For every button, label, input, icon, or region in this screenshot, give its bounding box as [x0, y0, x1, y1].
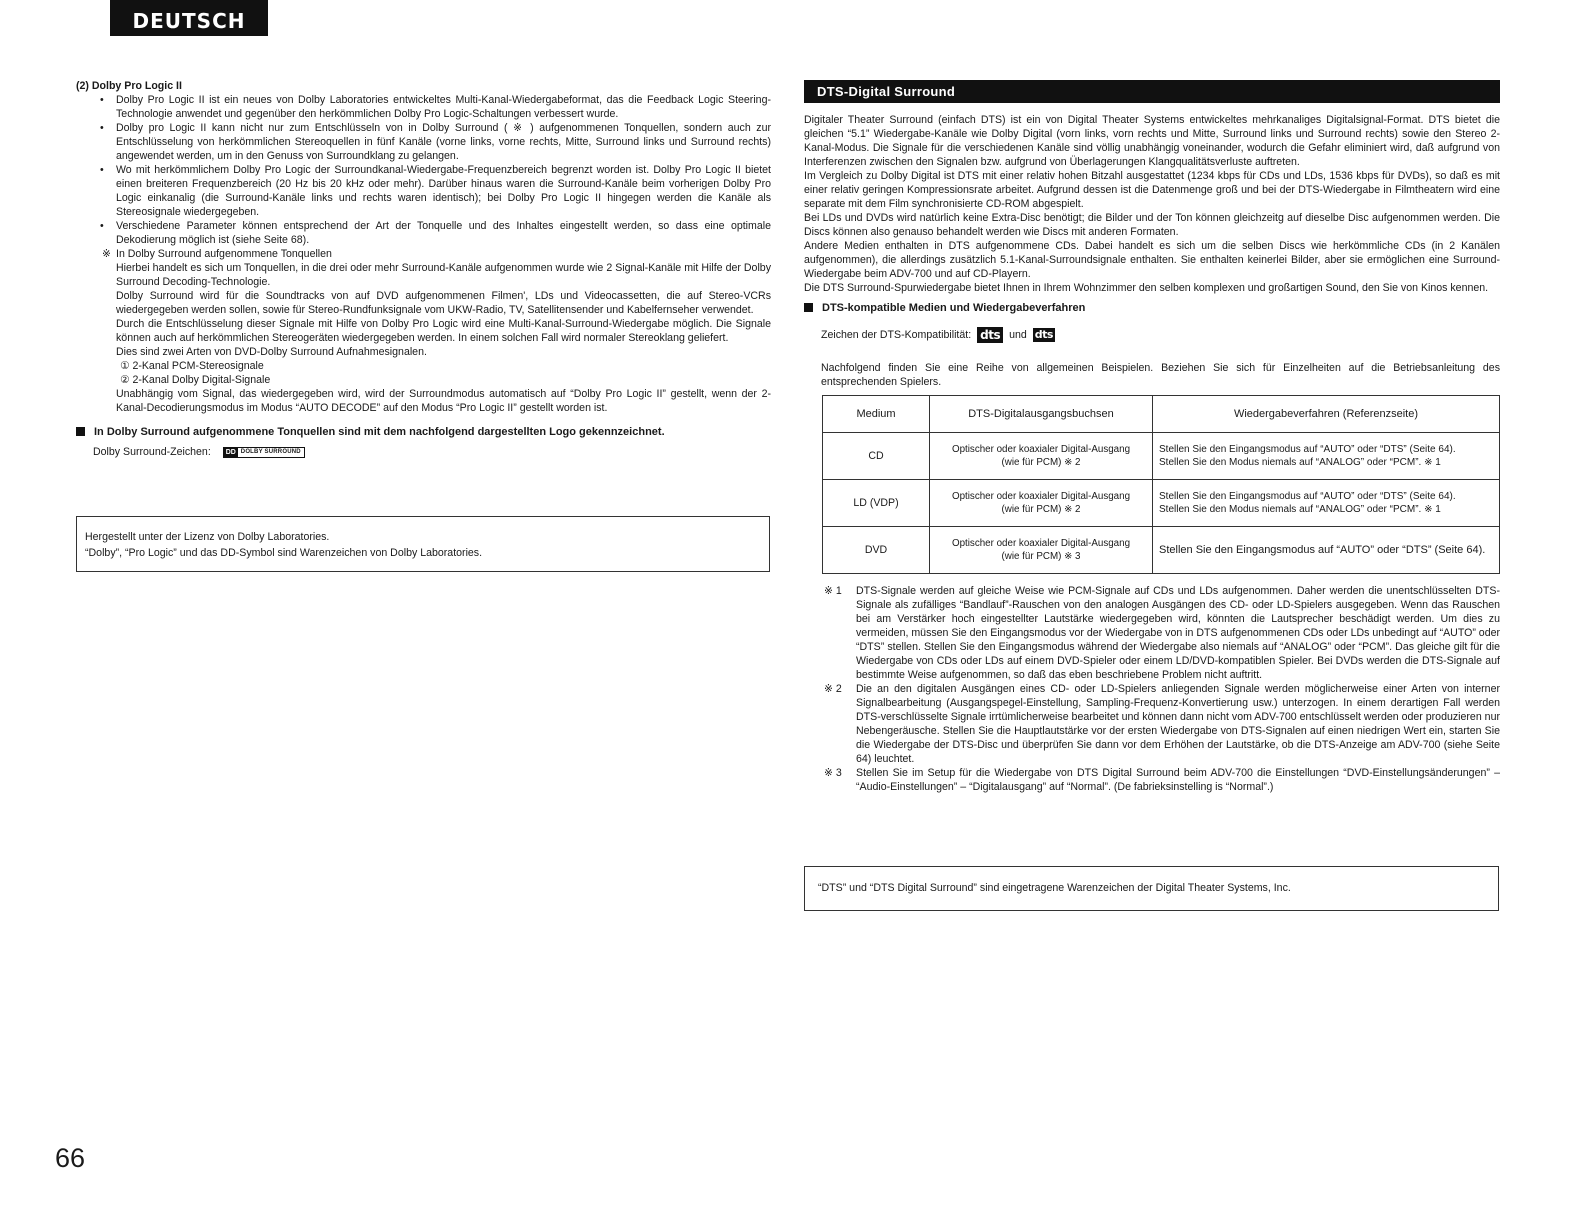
output-line: (wie für PCM) ※ 2	[1001, 504, 1081, 515]
compat-label: Zeichen der DTS-Kompatibilität:	[821, 329, 972, 341]
method-line: Stellen Sie den Eingangsmodus auf “AUTO” oder “DTS” (Seite 64).	[1159, 444, 1456, 455]
footnotes	[804, 584, 1500, 794]
bullet-dot-icon: •	[100, 94, 104, 106]
note-title: In Dolby Surround aufgenommene Tonquellen	[116, 248, 332, 260]
dolby-logo-row	[93, 445, 771, 459]
table-row	[823, 480, 1500, 527]
license-line: “Dolby”, “Pro Logic” und das DD-Symbol sind Warenzeichen von Dolby Laboratories.	[85, 547, 483, 559]
dolby-license-box	[76, 516, 770, 572]
note-paragraph: Dolby Surround wird für die Soundtracks von auf DVD aufgenommenen Filmen', LDs und Videocassetten, die auf Stereo-VCRs wiedergegeben werden sollen, sowie für Stereo-Rundfunksignale vom UKW-Radio, TV, Satellitensender und Kabelfernseher verwendet.	[116, 290, 771, 316]
bullet-item	[76, 163, 771, 219]
output-line: (wie für PCM) ※ 3	[1001, 551, 1081, 562]
dolby-dd-mark: DD	[225, 448, 236, 456]
bullet-item	[76, 93, 771, 121]
cell-method	[1153, 480, 1500, 527]
table-intro: Nachfolgend finden Sie eine Reihe von allgemeinen Beispielen. Beziehen Sie sich für Einzelheiten auf die Betriebsanleitung des entsprechenden Spielers.	[821, 362, 1500, 388]
cell-output	[930, 527, 1153, 574]
method-line: Stellen Sie den Eingangsmodus auf “AUTO” oder “DTS” (Seite 64).	[1159, 491, 1456, 502]
footnote-text: Die an den digitalen Ausgängen eines CD- oder LD-Spielers anliegenden Signale werden möglicherweise einer Arten von interner Signalbearbeitung (Ausgangspegel-Einstellung, Sampling-Frequenz-Konvertierung usw.) unterzogen. In einem derartigen Fall werden DTS-verschlüsselte Signale irrtümlicherweise bearbeitet und können dann nicht vom ADV-700 entschlüsselt werden oder produzieren nur Nebengeräusche. Stellen Sie die Hauptlautstärke vor der ersten Wiedergabe von DTS-Signalen auf einen niedrigen Wert ein, starten Sie die Wiedergabe der DTS-Disc und überprüfen Sie dann vor dem Erhöhen der Lautstärke, ob die DTS-Anzeige am ADV-700 (siehe Seite 64) leuchtet.	[856, 683, 1500, 765]
footnote	[804, 584, 1500, 682]
note-paragraph: Durch die Entschlüsselung dieser Signale mit Hilfe von Dolby Pro Logic wird eine Multi-Kanal-Surround-Wiedergabe möglich. Die Signale können auch auf herkömmlichen Stereogeräten wiedergegeben werden. In einem solchen Fall wird normaler Stereoklang geliefert.	[116, 318, 771, 344]
dts-trademark-box	[804, 866, 1499, 911]
dts-compat-row	[821, 327, 1500, 343]
method-line: Stellen Sie den Eingangsmodus auf “AUTO” oder “DTS” (Seite 64).	[1159, 543, 1486, 556]
dts-paragraph: Die DTS Surround-Spurwiedergabe bietet Ihnen in Ihrem Wohnzimmer den selben komplexen und großartigen Sound, den Sie von Kinos kennen.	[804, 282, 1489, 294]
numbered-item: ① 2-Kanal PCM-Stereosignale	[120, 360, 264, 372]
method-line: Stellen Sie den Modus niemals auf “ANALOG” oder “PCM”. ※ 1	[1159, 504, 1441, 515]
bullet-text: Dolby Pro Logic II ist ein neues von Dolby Laboratories entwickeltes Multi-Kanal-Wiedergabeformat, das die Feedback Logic Steering-Technologie anwendet und gegenüber den herkömmlichen Dolby Pro Logic-Schaltungen verbessert wurde.	[116, 94, 771, 120]
table-header-row	[823, 396, 1500, 433]
table-header: DTS-Digitalausgangsbuchsen	[930, 396, 1153, 433]
footnote-text: Stellen Sie im Setup für die Wiedergabe von DTS Digital Surround beim ADV-700 die Einstellungen “DVD-Einstellungsänderungen” – “Audio-Einstellungen” – “Digitalausgang” auf “Normal”. (De fabrieksinstelling is “Normal”.)	[856, 767, 1500, 793]
numbered-item: ② 2-Kanal Dolby Digital-Signale	[120, 374, 271, 386]
trademark-text: “DTS” und “DTS Digital Surround” sind eingetragene Warenzeichen der Digital Theater Systems, Inc.	[818, 882, 1291, 894]
note-mark-icon: ※	[102, 248, 111, 260]
cell-medium: LD (VDP)	[823, 480, 930, 527]
output-line: Optischer oder koaxialer Digital-Ausgang	[951, 444, 1131, 455]
dolby-logo-label: Dolby Surround-Zeichen:	[93, 446, 211, 458]
table-row	[823, 433, 1500, 480]
dts-paragraph: Andere Medien enthalten in DTS aufgenommene CDs. Dabei handelt es sich um die selben Discs wie herkömmliche CDs (in 2 Kanälen aufgenommen), die allerdings zusätzlich 5.1-Kanal-Surroundsignale enthalten. Sie enthalten keinerlei Bilder, aber sie ermöglichen eine Surround-Wiedergabe beim ADV-700 und auf CD-Playern.	[804, 240, 1500, 280]
bullet-dot-icon: •	[100, 164, 104, 176]
bullet-text: Dolby pro Logic II kann nicht nur zum Entschlüsseln von in Dolby Surround ( ※ ) aufgenommenen Tonquellen, sondern auch zur Entschlüsselung von herkömmlichen Stereoquellen in fünf Kanäle (vorne links, vorne rechts, Mitte, Surround links und Surround rechts) angewendet werden, um in den Genuss von Surroundklang zu gelangen.	[116, 122, 771, 162]
bullet-dot-icon: •	[100, 220, 104, 232]
dolby-logo-text: DOLBY SURROUND	[240, 448, 301, 455]
compat-and: und	[1009, 329, 1027, 341]
output-line: Optischer oder koaxialer Digital-Ausgang	[951, 538, 1131, 549]
footnote	[804, 682, 1500, 766]
output-line: (wie für PCM) ※ 2	[1001, 457, 1081, 468]
footnote-mark: ※ 2	[824, 683, 842, 695]
cell-output	[930, 480, 1153, 527]
footnote-mark: ※ 3	[824, 767, 842, 779]
logo-heading	[76, 425, 771, 439]
note-final: Unabhängig vom Signal, das wiedergegeben wird, wird der Surroundmodus automatisch auf “Dolby Pro Logic II” gestellt, wenn der 2-Kanal-Decodierungsmodus im Modus “AUTO DECODE” auf den Modus “Pro Logic II” gestellt worden ist.	[116, 388, 771, 414]
table-row	[823, 527, 1500, 574]
logo-heading-text: In Dolby Surround aufgenommene Tonquellen sind mit dem nachfolgend dargestellten Logo gekennzeichnet.	[94, 426, 665, 438]
note-paragraph: Hierbei handelt es sich um Tonquellen, in die drei oder mehr Surround-Kanäle aufgenommen wurde wie 2 Signal-Kanäle mit Hilfe der Dolby Surround Decoding-Technologie.	[116, 262, 771, 288]
bullet-item	[76, 219, 771, 247]
dts-paragraph: Bei LDs und DVDs wird natürlich keine Extra-Disc benötigt; die Bilder und der Ton können gleichzeitg auf dieselbe Disc aufgenommen werden. Die Discs können also genauso behandelt werden wie Discs mit anderen Formaten.	[804, 212, 1500, 238]
dolby-surround-note	[76, 247, 771, 415]
dts-paragraph: Digitaler Theater Surround (einfach DTS) ist ein von Digital Theater Systems entwickeltes mehrkanaliges Digitalsignal-Format. DTS bietet die gleichen “5.1” Wiedergabe-Kanäle wie Dolby Digital (vorn links, vorn rechts und Mitte, Surround links und Surround rechts) sowie den Stereo 2-Kanal-Modus. Die Signale für die verschiedenen Kanäle sind völlig unabhängig voneinander, wodurch die Gefahr eliminiert wird, daß aufgrund von Interferenzen zwischen den Signalen bzw. aufgrund von Überlagerungen Klangqualitätsverluste auftreten.	[804, 114, 1500, 168]
footnote-mark: ※ 1	[824, 585, 842, 597]
note-heading	[76, 247, 771, 261]
cell-method	[1153, 433, 1500, 480]
output-line: Optischer oder koaxialer Digital-Ausgang	[951, 491, 1131, 502]
square-bullet-icon	[76, 427, 85, 436]
square-bullet-icon	[804, 303, 813, 312]
bullet-dot-icon: •	[100, 122, 104, 134]
dts-media-table	[822, 395, 1500, 574]
table-header: Wiedergabeverfahren (Referenzseite)	[1153, 396, 1500, 433]
note-paragraph: Dies sind zwei Arten von DVD-Dolby Surround Aufnahmesignalen.	[116, 346, 427, 358]
cell-method	[1153, 527, 1500, 574]
dolby-surround-logo	[223, 447, 305, 458]
pro-logic-bullets	[76, 93, 771, 247]
section-title-dts: DTS-Digital Surround	[804, 80, 1500, 103]
license-line: Hergestellt unter der Lizenz von Dolby Laboratories.	[85, 531, 330, 543]
table-header: Medium	[823, 396, 930, 433]
cell-medium: DVD	[823, 527, 930, 574]
right-column	[804, 80, 1500, 794]
dts-sub-heading	[804, 301, 1500, 315]
method-line: Stellen Sie den Modus niemals auf “ANALOG” oder “PCM”. ※ 1	[1159, 457, 1441, 468]
dts-digital-surround-logo: dts	[977, 327, 1003, 343]
bullet-item	[76, 121, 771, 163]
left-column	[76, 79, 771, 459]
footnote-text: DTS-Signale werden auf gleiche Weise wie PCM-Signale auf CDs und LDs aufgenommen. Daher werden die unentschlüsselten DTS-Signale als zufälliges “Bandlauf”-Rauschen von den analogen Ausgängen des CD- oder LD-Spielers ausgegeben. Wenn das Rauschen bei am Verstärker hoch eingestellter Lautstärke wiedergegeben wird, könnten die Lautsprecher beschädigt werden. Um dies zu vermeiden, müssen Sie den Eingangsmodus vor der Wiedergabe von in DTS aufgenommenen CDs oder LDs unbedingt auf “AUTO” oder “DTS” stellen. Stellen Sie den Eingangsmodus während der Wiedergabe also niemals auf “ANALOG” oder “PCM”. Das gleiche gilt für die Wiedergabe von CDs oder LDs auf einem DVD-Spieler oder einem LD/DVD-kompatiblen Spieler. Bei DVDs werden die DTS-Signale auf bestimmte Weise aufgenommen, so daß das eben beschriebene Problem nicht auftritt.	[856, 585, 1501, 681]
bullet-text: Verschiedene Parameter können entsprechend der Art der Tonquelle und des Inhaltes eingestellt werden, so dass eine optimale Dekodierung möglich ist (siehe Seite 68).	[116, 220, 771, 246]
dts-logo: dts	[1034, 328, 1053, 341]
dts-paragraph: Im Vergleich zu Dolby Digital ist DTS mit einer relativ hohen Bitzahl ausgestattet (1234 kbps für CDs und LDs, 1536 kbps für DVDs), so daß es mit einer relativ geringen Kompressionsrate arbeitet. Aufgrund dessen ist die Datenmenge groß und bei der DTS-Wiedergabe in Filmtheatern wird eine separate mit dem Film synchronisierte CD-ROM abgespielt.	[804, 170, 1500, 210]
cell-medium: CD	[823, 433, 930, 480]
language-tab: DEUTSCH	[110, 0, 268, 36]
dts-sub-heading-text: DTS-kompatible Medien und Wiedergabeverfahren	[822, 302, 1086, 314]
page-number: 66	[55, 1143, 86, 1173]
section-title-pro-logic: (2) Dolby Pro Logic II	[76, 80, 182, 92]
footnote	[804, 766, 1500, 794]
bullet-text: Wo mit herkömmlichem Dolby Pro Logic der Surroundkanal-Wiedergabe-Frequenzbereich begrenzt worden ist. Dolby Pro Logic II bietet einen breiteren Frequenzbereich (20 Hz bis 20 kHz oder mehr). Darüber hinaus waren die Surround-Kanäle beim vorherigen Dolby Pro Logic einkanalig (die Surround-Kanäle links und rechts waren identisch); bei Dolby Pro Logic II hingegen werden die Kanäle als Stereosignale wiedergegeben.	[116, 164, 771, 218]
cell-output	[930, 433, 1153, 480]
